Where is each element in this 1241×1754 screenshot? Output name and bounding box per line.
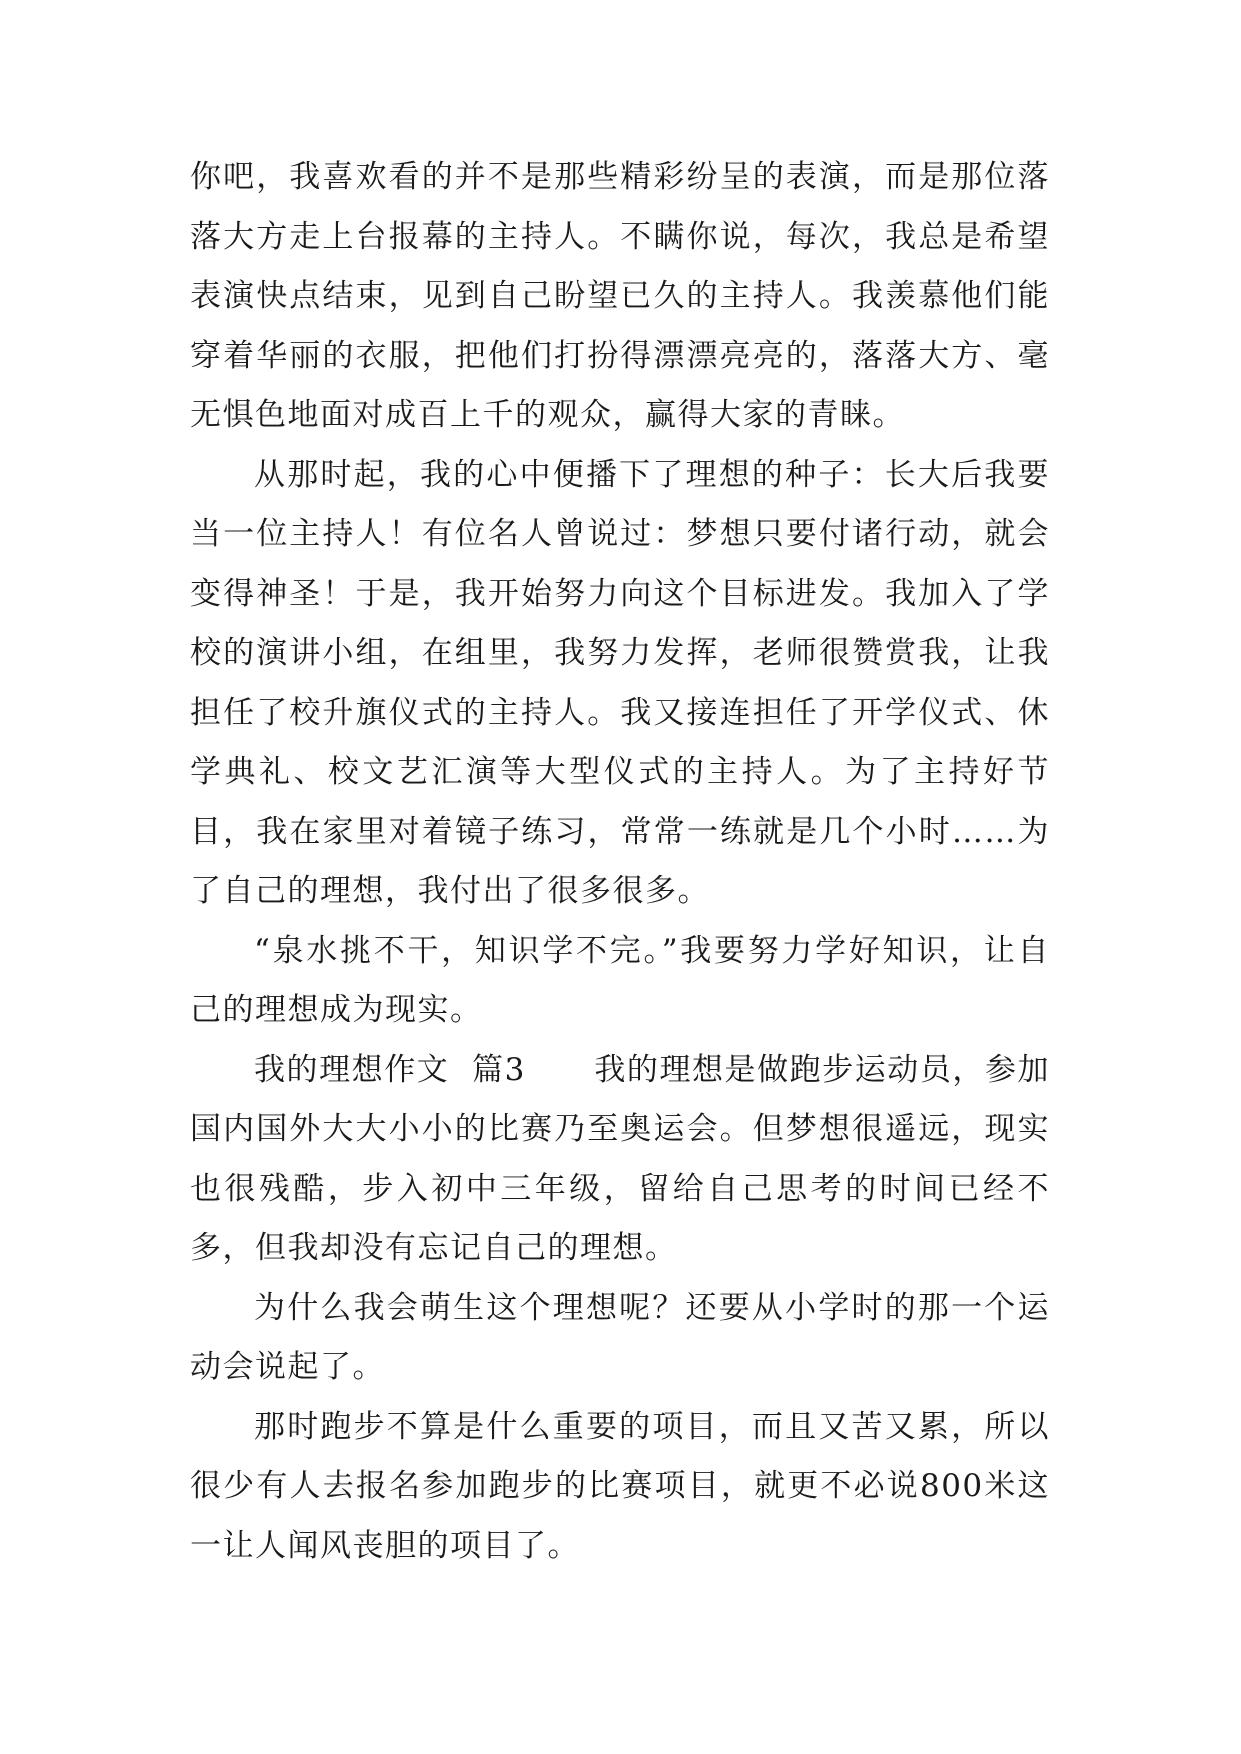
paragraph-3: “泉水挑不干，知识学不完。”我要努力学好知识，让自己的理想成为现实。: [190, 932, 1050, 1028]
paragraph-2: 从那时起，我的心中便播下了理想的种子：长大后我要当一位主持人！有位名人曾说过：梦想只要付诸行动，就会变得神圣！于是，我开始努力向这个目标进发。我加入了学校的演讲小组，在组里，我努力发挥，老师很赞赏我，让我担任了校升旗仪式的主持人。我又接连担任了开学仪式、休学典礼、校文艺汇演等大型仪式的主持人。为了主持好节目，我在家里对着镜子练习，常常一练就是几个小时……为了自己的理想，我付出了很多很多。: [190, 456, 1050, 909]
paragraph-4-text: 我的理想是做跑步运动员，参加国内国外大大小小的比赛乃至奥运会。但梦想很遥远，现实也很残酷，步入初中三年级，留给自己思考的时间已经不多，但我却没有忘记自己的理想。: [190, 1051, 1051, 1266]
document-body: [190, 148, 1050, 1576]
section-heading: 我的理想作文 篇3: [254, 1051, 526, 1088]
paragraph-5: 为什么我会萌生这个理想呢？还要从小学时的那一个运动会说起了。: [190, 1289, 1050, 1385]
paragraph-4: [190, 1041, 1050, 1279]
paragraph-6: 那时跑步不算是什么重要的项目，而且又苦又累，所以很少有人去报名参加跑步的比赛项目，就更不必说800米这一让人闻风丧胆的项目了。: [190, 1408, 1050, 1564]
paragraph-1: 你吧，我喜欢看的并不是那些精彩纷呈的表演，而是那位落落大方走上台报幕的主持人。不瞒你说，每次，我总是希望表演快点结束，见到自己盼望已久的主持人。我羡慕他们能穿着华丽的衣服，把他们打扮得漂漂亮亮的，落落大方、毫无惧色地面对成百上千的观众，赢得大家的青睐。: [190, 159, 1050, 433]
